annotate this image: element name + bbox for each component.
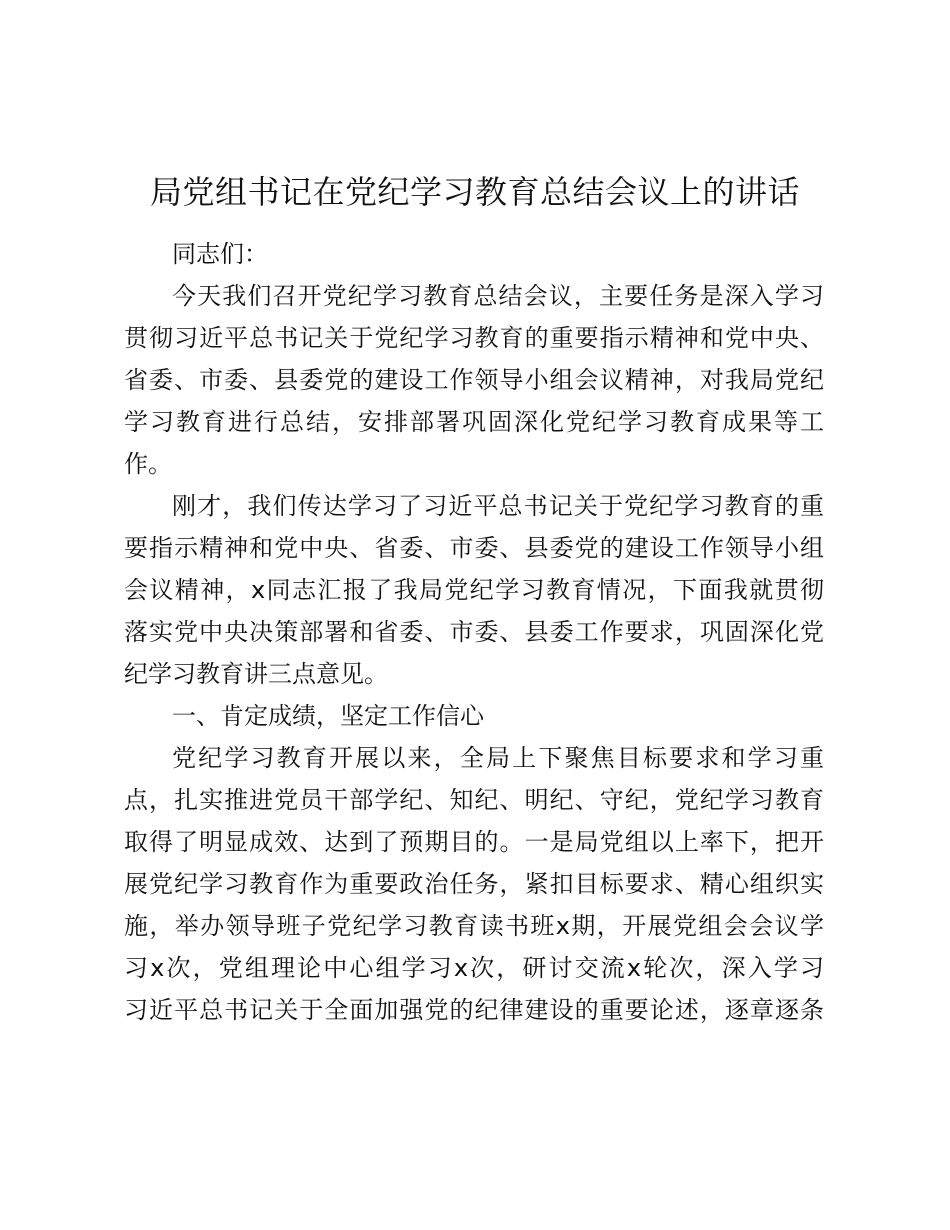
paragraph-line: 取得了明显成效、达到了预期目的。一是局党组以上率下，把开: [124, 828, 824, 856]
paragraph-line: 展党纪学习教育作为重要政治任务，紧扣目标要求、精心组织实: [124, 870, 824, 898]
paragraph-line: 习x次，党组理论中心组学习x次，研讨交流x轮次，深入学习: [124, 954, 824, 982]
document-title: 局党组书记在党纪学习教育总结会议上的讲话: [149, 173, 800, 211]
paragraph-line: 作。: [124, 450, 172, 478]
section-heading-text: 一、肯定成绩，坚定工作信心: [172, 702, 484, 730]
paragraph-line: 刚才，我们传达学习了习近平总书记关于党纪学习教育的重: [172, 492, 824, 520]
paragraph-line: 习近平总书记关于全面加强党的纪律建设的重要论述，逐章逐条: [124, 996, 824, 1024]
paragraph-line: 会议精神，x同志汇报了我局党纪学习教育情况，下面我就贯彻: [124, 576, 824, 604]
intro-paragraph: [124, 275, 824, 485]
paragraph-line: 纪学习教育讲三点意见。: [124, 660, 388, 688]
section-heading: [124, 695, 824, 737]
paragraph-line: 党纪学习教育开展以来，全局上下聚焦目标要求和学习重: [172, 744, 824, 772]
paragraph-line: 要指示精神和党中央、省委、市委、县委党的建设工作领导小组: [124, 534, 824, 562]
salutation-paragraph: [124, 233, 824, 275]
context-paragraph: [124, 485, 824, 695]
document-body: [124, 233, 824, 1031]
paragraph-line: 同志们：: [172, 240, 268, 268]
paragraph-line: 省委、市委、县委党的建设工作领导小组会议精神，对我局党纪: [124, 366, 824, 394]
paragraph-line: 施，举办领导班子党纪学习教育读书班x期，开展党组会会议学: [124, 912, 824, 940]
paragraph-line: 今天我们召开党纪学习教育总结会议，主要任务是深入学习: [172, 282, 824, 310]
paragraph-line: 落实党中央决策部署和省委、市委、县委工作要求，巩固深化党: [124, 618, 824, 646]
achievements-paragraph: [124, 737, 824, 1031]
paragraph-line: 点，扎实推进党员干部学纪、知纪、明纪、守纪，党纪学习教育: [124, 786, 824, 814]
paragraph-line: 学习教育进行总结，安排部署巩固深化党纪学习教育成果等工: [124, 408, 824, 436]
paragraph-line: 贯彻习近平总书记关于党纪学习教育的重要指示精神和党中央、: [124, 324, 824, 352]
